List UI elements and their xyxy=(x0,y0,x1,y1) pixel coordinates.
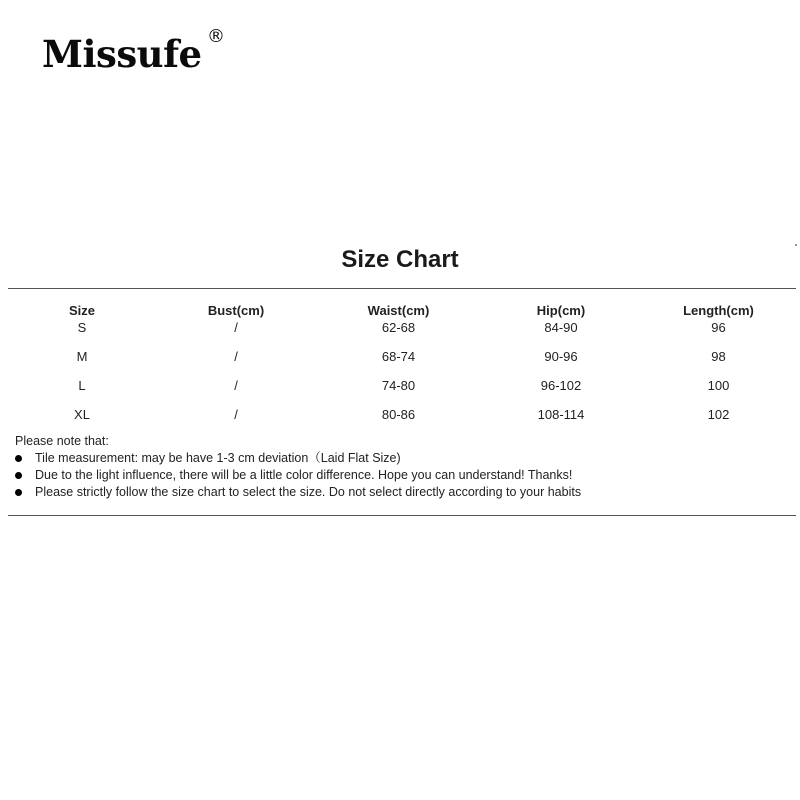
table-header-row xyxy=(8,300,796,320)
table-cell-length: 100 xyxy=(707,378,730,393)
table-cell-bust: / xyxy=(234,320,238,335)
notes-list xyxy=(15,450,581,501)
table-row xyxy=(8,342,796,371)
column-header-waist: Waist(cm) xyxy=(367,302,430,318)
size-chart-table xyxy=(8,300,796,429)
table-cell-bust: / xyxy=(234,378,238,393)
note-text: Please strictly follow the size chart to select the size. Do not select directly according to your habits xyxy=(35,485,582,499)
table-cell-hip: 84-90 xyxy=(544,320,578,335)
list-item xyxy=(15,450,581,467)
table-cell-hip: 90-96 xyxy=(544,349,578,364)
column-header-bust: Bust(cm) xyxy=(207,302,265,318)
list-item xyxy=(15,484,581,501)
notes-section xyxy=(15,433,581,501)
bottom-divider xyxy=(8,515,796,516)
top-divider xyxy=(8,288,796,289)
table-cell-bust: / xyxy=(234,407,238,422)
column-header-length: Length(cm) xyxy=(683,302,754,318)
bullet-icon xyxy=(15,489,22,496)
registered-trademark-icon: ® xyxy=(207,26,225,47)
table-cell-hip: 108-114 xyxy=(537,407,585,422)
table-cell-waist: 62-68 xyxy=(381,320,416,335)
table-cell-size: M xyxy=(76,349,88,364)
table-cell-waist: 80-86 xyxy=(381,407,416,422)
table-cell-waist: 68-74 xyxy=(381,349,416,364)
table-cell-length: 98 xyxy=(711,349,726,364)
table-row xyxy=(8,320,796,342)
column-header-hip: Hip(cm) xyxy=(536,302,586,318)
table-cell-hip: 96-102 xyxy=(540,378,582,393)
table-cell-bust: / xyxy=(234,349,238,364)
table-cell-waist: 74-80 xyxy=(381,378,416,393)
table-cell-length: 102 xyxy=(707,407,730,422)
table-cell-size: L xyxy=(78,378,86,393)
table-cell-size: S xyxy=(77,320,87,335)
column-header-size: Size xyxy=(68,302,95,318)
page-title: Size Chart xyxy=(341,246,459,273)
brand-logo: Missufe xyxy=(42,32,202,76)
table-row xyxy=(8,400,796,429)
table-cell-length: 96 xyxy=(711,320,726,335)
notes-heading: Please note that: xyxy=(15,434,109,448)
table-cell-size: XL xyxy=(74,407,90,422)
note-text: Tile measurement: may be have 1-3 cm deviation（Laid Flat Size) xyxy=(35,451,401,465)
bullet-icon xyxy=(15,472,22,479)
bullet-icon xyxy=(15,455,22,462)
table-row xyxy=(8,371,796,400)
note-text: Due to the light influence, there will be a little color difference. Hope you can understand! Thanks! xyxy=(35,468,573,482)
list-item xyxy=(15,467,581,484)
